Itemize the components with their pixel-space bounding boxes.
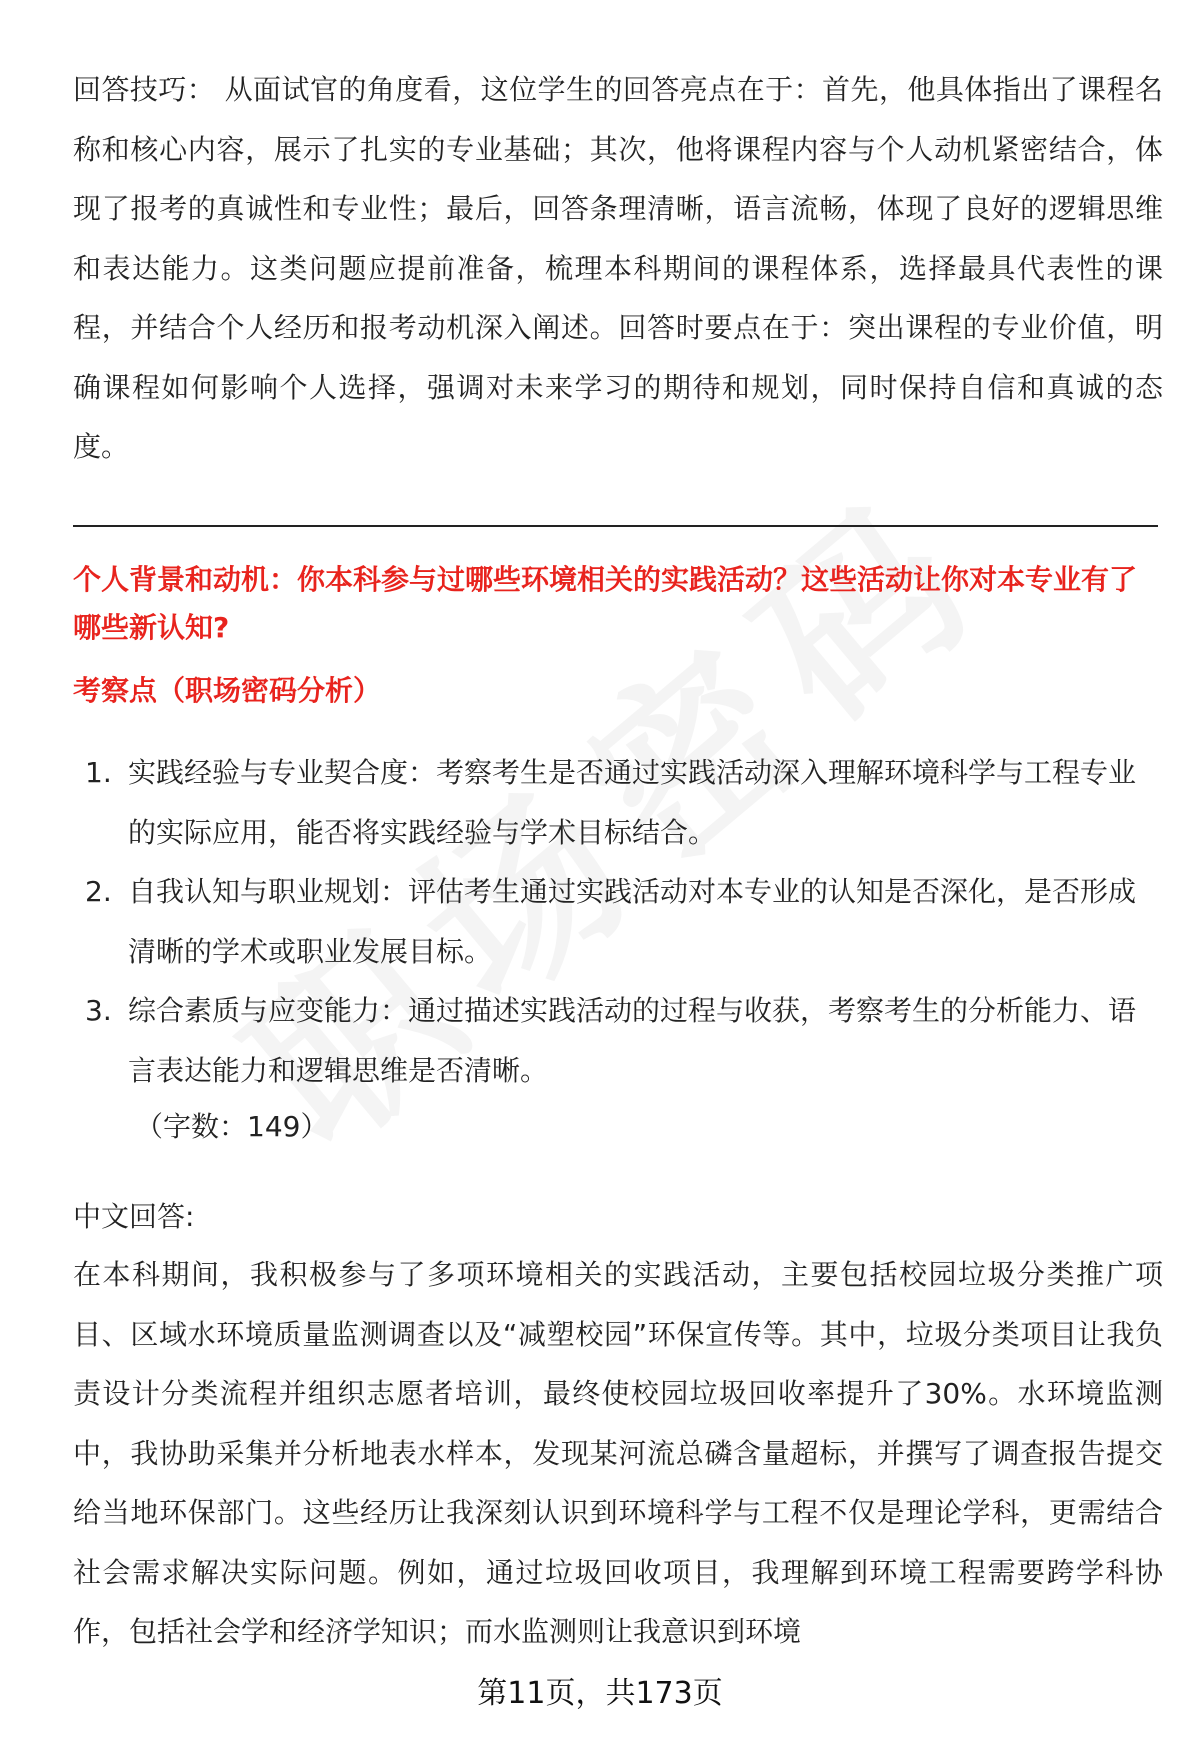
list-item-number: 2. [85,875,112,908]
list-item-number: 3. [85,994,112,1027]
chinese-answer-label: 中文回答: [73,1200,195,1233]
section-divider [73,525,1158,527]
list-item [73,981,1163,1100]
list-item-text: 综合素质与应变能力：通过描述实践活动的过程与收获，考察考生的分析能力、语言表达能力和逻辑思维是否清晰。 [128,994,1137,1087]
chinese-answer-paragraph: 在本科期间，我积极参与了多项环境相关的实践活动，主要包括校园垃圾分类推广项目、区域水环境质量监测调查以及“减塑校园”环保宣传等。其中，垃圾分类项目让我负责设计分类流程并组织志愿者培训，最终使校园垃圾回收率提升了30%。水环境监测中，我协助采集并分析地表水样本，发现某河流总磷含量超标，并撰写了调查报告提交给当地环保部门。这些经历让我深刻认识到环境科学与工程不仅是理论学科，更需结合社会需求解决实际问题。例如，通过垃圾回收项目，我理解到环境工程需要跨学科协作，包括社会学和经济学知识；而水监测则让我意识到环境 [73,1258,1163,1648]
assessment-list [73,743,1163,1100]
answer-tip-paragraph: 回答技巧： 从面试官的角度看，这位学生的回答亮点在于：首先，他具体指出了课程名称和核心内容，展示了扎实的专业基础；其次，他将课程内容与个人动机紧密结合，体现了报考的真诚性和专业性；最后，回答条理清晰，语言流畅，体现了良好的逻辑思维和表达能力。这类问题应提前准备，梳理本科期间的课程体系，选择最具代表性的课程，并结合个人经历和报考动机深入阐述。回答时要点在于：突出课程的专业价值，明确课程如何影响个人选择，强调对未来学习的期待和规划，同时保持自信和真诚的态度。 [73,73,1163,463]
list-item-number: 1. [85,756,112,789]
list-item [73,862,1163,981]
word-count: （字数：149） [135,1110,329,1143]
question-heading: 个人背景和动机：你本科参与过哪些环境相关的实践活动？这些活动让你对本专业有了哪些新认知? [73,563,1138,644]
list-item-text: 实践经验与专业契合度：考察考生是否通过实践活动深入理解环境科学与工程专业的实际应用，能否将实践经验与学术目标结合。 [128,756,1137,849]
page-number-footer: 第11页，共173页 [477,1676,723,1711]
list-item [73,743,1163,862]
list-item-text: 自我认知与职业规划：评估考生通过实践活动对本专业的认知是否深化，是否形成清晰的学术或职业发展目标。 [128,875,1137,968]
assessment-heading: 考察点（职场密码分析） [73,674,382,707]
